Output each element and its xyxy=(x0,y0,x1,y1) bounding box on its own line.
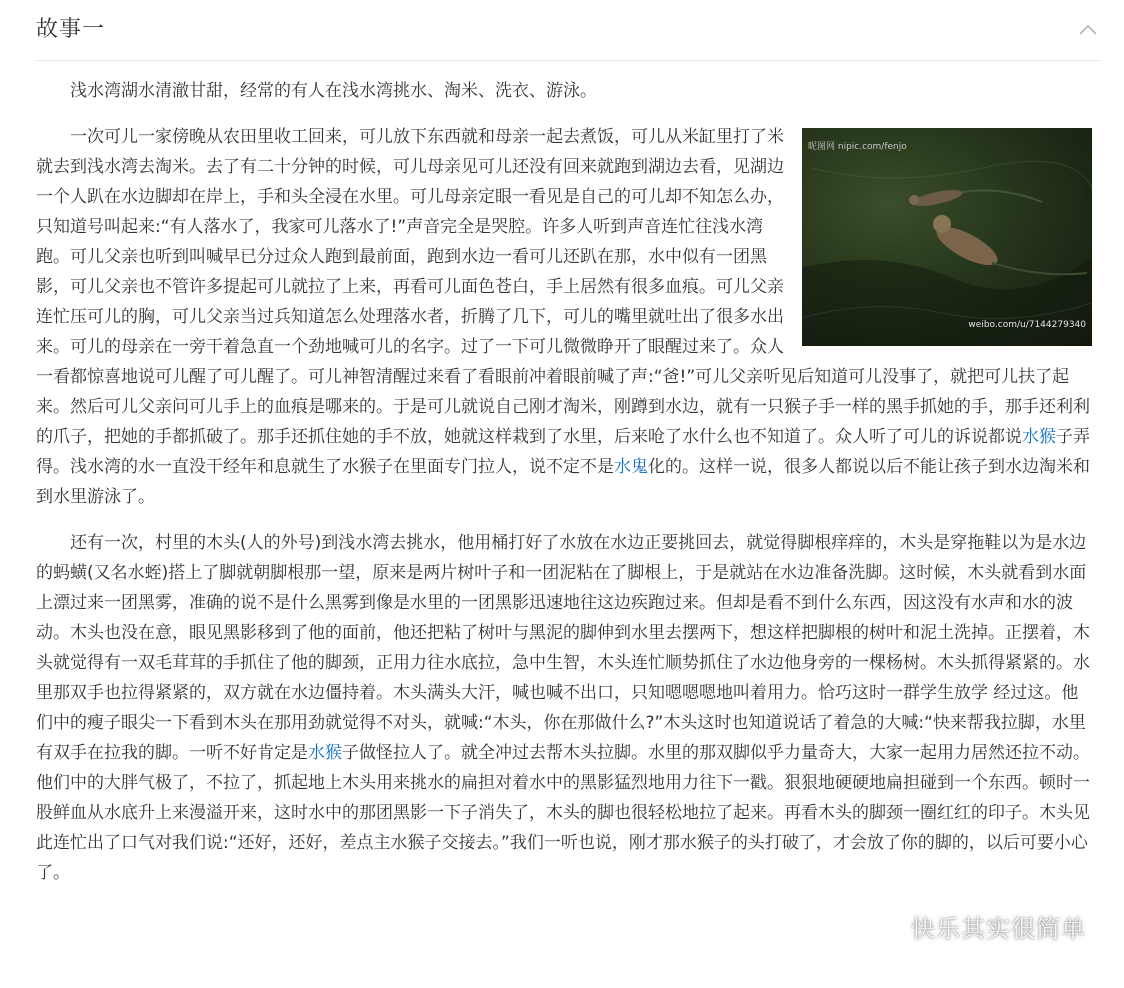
photo-watermark-url: weibo.com/u/7144279340 xyxy=(968,320,1086,330)
keyword-link[interactable]: 水猴 xyxy=(308,743,342,763)
section-header xyxy=(36,0,1100,61)
paragraph-1: 浅水湾湖水清澈甘甜，经常的有人在浅水湾挑水、淘米、洗衣、游泳。 xyxy=(70,81,597,101)
keyword-link[interactable]: 水猴 xyxy=(1022,427,1056,447)
keyword-link[interactable]: 水鬼 xyxy=(614,457,648,477)
figure xyxy=(802,128,1092,346)
wechat-icon xyxy=(879,914,905,940)
paragraph-3: 还有一次，村里的木头(人的外号)到浅水湾去挑水，他用桶打好了水放在水边正要挑回去，就觉得脚根痒痒的，木头是穿拖鞋以为是水边的蚂蟥(又名水蛭)搭上了脚就朝脚根那一望，原来是两片树叶子和一团泥粘在了脚根上，于是就站在水边准备洗脚。这时候，木头就看到水面上漂过来一团黑雾，准确的说不是什么黑雾到像是水里的一团黑影迅速地往这边疾跑过来。但却是看不到什么东西，因这没有水声和水的波动。木头也没在意，眼见黑影移到了他的面前，他还把粘了树叶与黑泥的脚伸到水里去摆两下，想这样把脚根的树叶和泥土洗掉。正摆着，木头就觉得有一双毛茸茸的手抓住了他的脚颈，正用力往水底拉，急中生智，木头连忙顺势抓住了水边他身旁的一棵杨树。木头抓得紧紧的。水里那双手也拉得紧紧的，双方就在水边僵持着。木头满头大汗，喊也喊不出口，只知嗯嗯嗯地叫着用力。恰巧这时一群学生放学 经过这。他们中的瘦子眼尖一下看到木头在那用劲就觉得不对头，就喊:“木头，你在那做什么?”木头这时也知道说话了着急的大喊:“快来帮我拉脚，水里有双手在拉我的脚。一听不好肯定是水猴子做怪拉人了。就全冲过去帮木头拉脚。水里的那双脚似乎力量奇大，大家一起用力居然还拉不动。他们中的大胖气极了，不拉了，抓起地上木头用来挑水的扁担对着水中的黑影猛烈地用力往下一戳。狠狠地硬硬地扁担碰到一个东西。顿时一股鲜血从水底升上来漫溢开来，这时水中的那团黑影一下子消失了，木头的脚也很轻松地拉了起来。再看木头的脚颈一圈红红的印子。木头见此连忙出了口气对我们说:“还好，还好，差点主水猴子交接去。”我们一听也说，刚才那水猴子的头打破了，才会放了你的脚的，以后可要小心了。 xyxy=(36,533,1090,883)
section-title: 故事一 xyxy=(36,17,106,42)
collapse-button[interactable] xyxy=(1078,20,1098,40)
paragraph-2: 昵图网 nipic.com/fenjo weibo.com/u/7144279340 一次可儿一家傍晚从农田里收工回来，可儿放下东西就和母亲一起去煮饭，可儿从米缸里打了米就去到浅水湾去淘米。去了有二十分钟的时候，可儿母亲见可儿还没有回来就跑到湖边去看，见湖边一个人趴在水边脚却在岸上，手和头全浸在水里。可儿母亲定眼一看见是自己的可儿却不知怎么办，只知道号叫起来:“有人落水了，我家可儿落水了!”声音完全是哭腔。许多人听到声音连忙往浅水湾跑。可儿父亲也听到叫喊早已分过众人跑到最前面，跑到水边一看可儿还趴在那，水中似有一团黑影，可儿父亲也不管许多提起可儿就拉了上来，再看可儿面色苍白，手上居然有很多血痕。可儿父亲连忙压可儿的胸，可儿父亲当过兵知道怎么处理落水者，折腾了几下，可儿的嘴里就吐出了很多水出来。可儿的母亲在一旁干着急直一个劲地喊可儿的名字。过了一下可儿微微睁开了眼醒过来了。众人一看都惊喜地说可儿醒了可儿醒了。可儿神智清醒过来看了看眼前冲着眼前喊了声:“爸!”可儿父亲听见后知道可儿没事了，就把可儿扶了起来。然后可儿父亲问可儿手上的血痕是哪来的。于是可儿就说自己刚才淘米，刚蹲到水边，就有一只猴子手一样的黑手抓她的手，那手还利利的爪子，把她的手都抓破了。那手还抓住她的手不放，她就这样栽到了水里，后来呛了水什么也不知道了。众人听了可儿的诉说都说水猴子弄得。浅水湾的水一直没干经年和息就生了水猴子在里面专门拉人，说不定不是水鬼化的。这样一说，很多人都说以后不能让孩子到水边淘米和到水里游泳了。 xyxy=(36,127,1090,507)
page-watermark-text: 快乐其实很简单 xyxy=(911,915,1086,943)
page-watermark xyxy=(879,909,1086,944)
chevron-up-icon xyxy=(1078,20,1098,40)
photo-watermark: 昵图网 nipic.com/fenjo xyxy=(808,142,907,152)
article-body xyxy=(36,76,1094,904)
